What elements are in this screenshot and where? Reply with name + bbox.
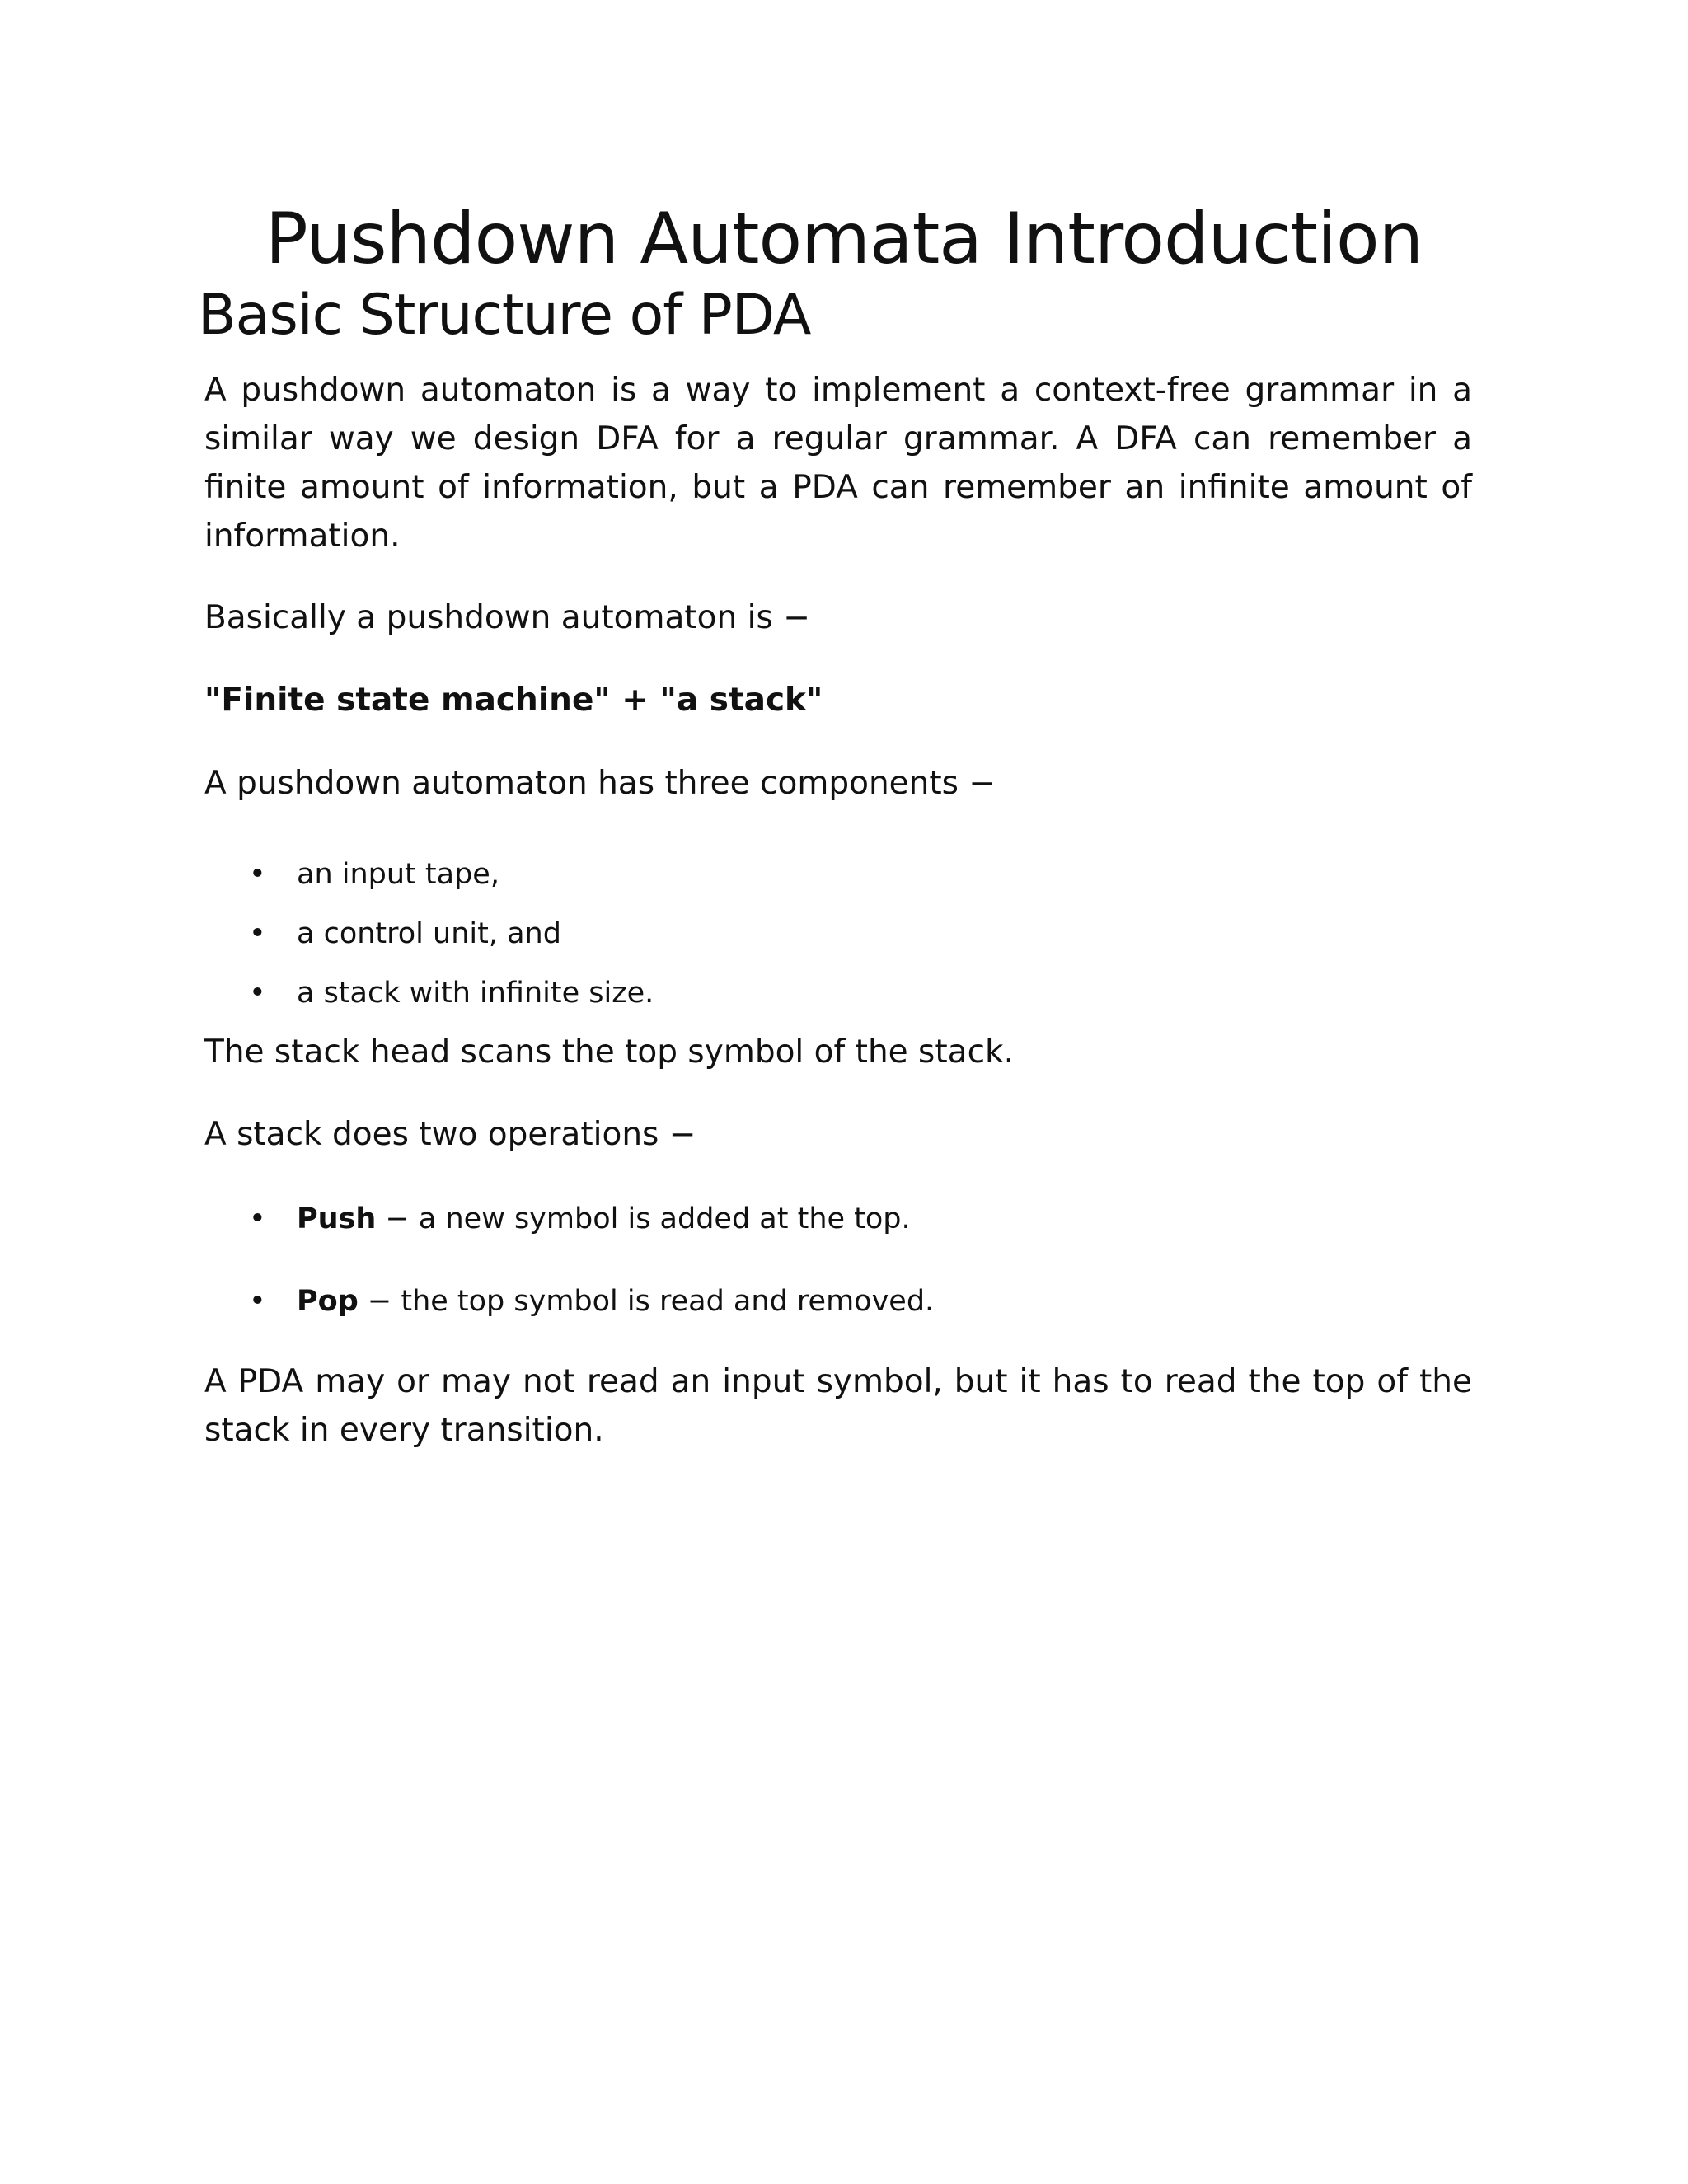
list-item	[204, 1178, 934, 1260]
list-item	[204, 1260, 934, 1343]
list-item-text: a control unit, and	[297, 917, 561, 950]
basically-line: Basically a pushdown automaton is −	[204, 599, 810, 636]
section-heading: Basic Structure of PDA	[198, 283, 811, 348]
page-title: Pushdown Automata Introduction	[265, 198, 1423, 280]
list-item-text: an input tape,	[297, 858, 499, 891]
operation-description: − the top symbol is read and removed.	[358, 1285, 935, 1318]
stack-head-line: The stack head scans the top symbol of the stack.	[204, 1033, 1014, 1071]
operations-list	[204, 1178, 934, 1343]
components-list	[204, 845, 654, 1023]
formula-line: "Finite state machine" + "a stack"	[204, 682, 823, 719]
bullet-icon: •	[249, 858, 266, 891]
list-item	[204, 904, 654, 963]
components-intro: A pushdown automaton has three components −	[204, 765, 996, 802]
operation-term: Pop	[297, 1285, 359, 1318]
operation-description: − a new symbol is added at the top.	[376, 1202, 911, 1235]
list-item	[204, 845, 654, 904]
list-item-text: a stack with infinite size.	[297, 977, 654, 1010]
bullet-icon: •	[249, 1202, 266, 1235]
bullet-icon: •	[249, 917, 266, 950]
intro-paragraph: A pushdown automaton is a way to implement a context-free grammar in a similar way we design DFA for a regular grammar. A DFA can remember a finite amount of information, but a PDA can remember an infinite amount of information.	[204, 372, 1472, 555]
closing-paragraph: A PDA may or may not read an input symbol, but it has to read the top of the stack in every transition.	[204, 1363, 1472, 1449]
operations-intro: A stack does two operations −	[204, 1116, 696, 1153]
bullet-icon: •	[249, 1285, 266, 1318]
operation-term: Push	[297, 1202, 377, 1235]
bullet-icon: •	[249, 977, 266, 1010]
list-item	[204, 963, 654, 1023]
